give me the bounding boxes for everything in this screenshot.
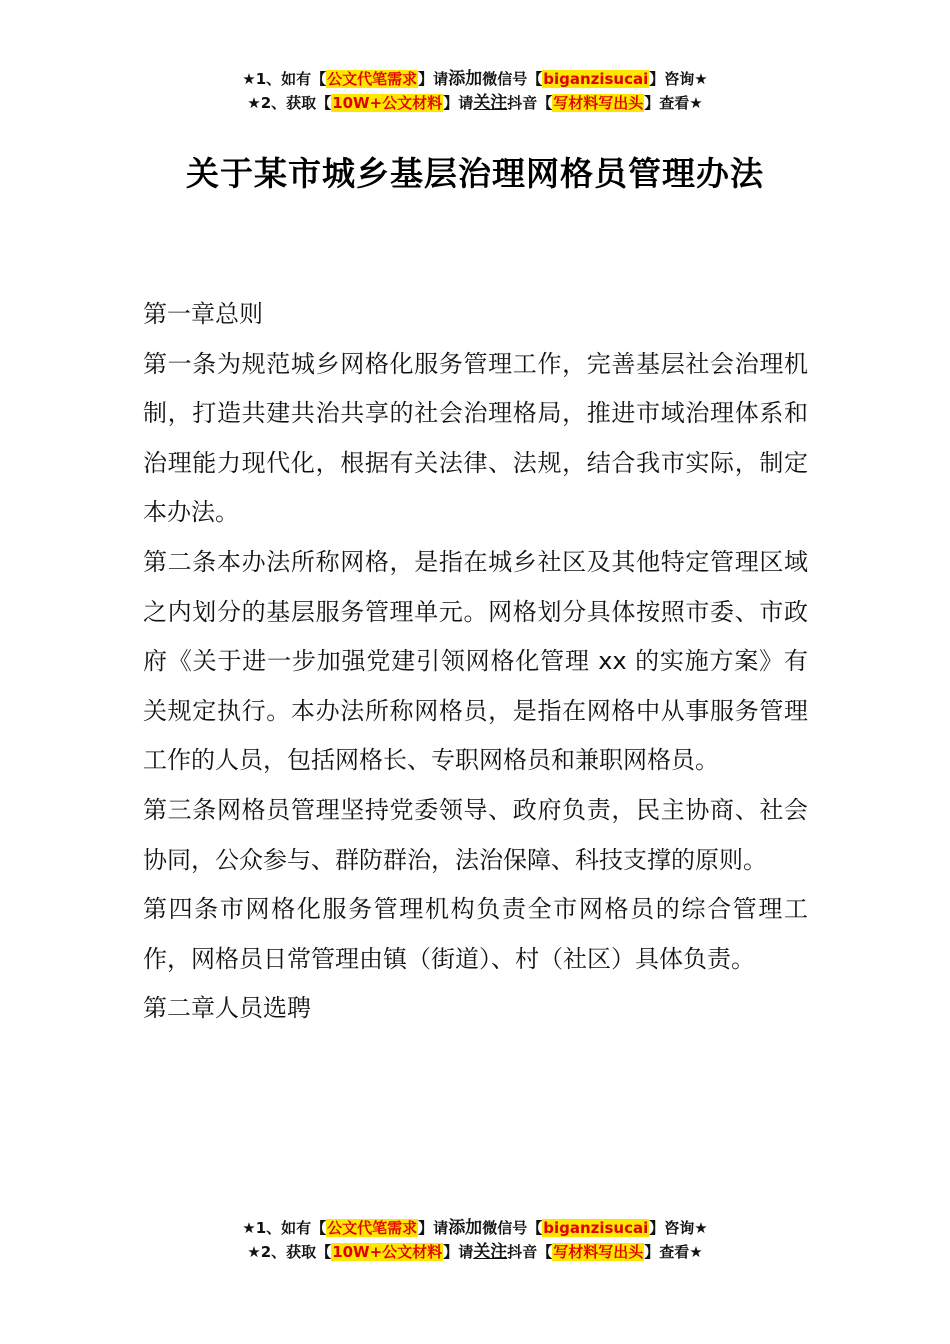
promo-text: 抖音【 xyxy=(507,1243,553,1261)
promo-text: 微信号【 xyxy=(482,1219,543,1237)
highlight-wechat-id: biganzisucai xyxy=(543,70,649,88)
promo-text: 】咨询★ xyxy=(649,70,708,88)
promo-emphasis: 添加 xyxy=(448,69,483,89)
promo-text: ★1、如有【 xyxy=(242,70,327,88)
promo-line-2 xyxy=(0,91,950,115)
promo-text: ★1、如有【 xyxy=(242,1219,327,1237)
promo-text: 微信号【 xyxy=(482,70,543,88)
document-body xyxy=(143,290,808,1034)
promo-text: ★2、获取【 xyxy=(247,1243,332,1261)
promo-text: 】咨询★ xyxy=(649,1219,708,1237)
highlight-materials: 10W+公文材料 xyxy=(332,1243,443,1261)
promo-text: 】查看★ xyxy=(644,94,703,112)
highlight-wechat-id: biganzisucai xyxy=(543,1219,649,1237)
chapter-heading: 第一章总则 xyxy=(143,300,263,328)
document-title: 关于某市城乡基层治理网格员管理办法 xyxy=(186,154,764,193)
promo-text: 】请 xyxy=(418,70,449,88)
chapter-heading: 第二章人员选聘 xyxy=(143,994,311,1023)
promo-text: 抖音【 xyxy=(507,94,553,112)
article-paragraph: 第三条网格员管理坚持党委领导、政府负责，民主协商、社会协同，公众参与、群防群治，法治保障、科技支撑的原则。 xyxy=(143,795,808,874)
highlight-service: 公文代笔需求 xyxy=(327,1219,418,1237)
highlight-materials: 10W+公文材料 xyxy=(332,94,443,112)
promo-text: ★2、获取【 xyxy=(247,94,332,112)
promo-line-1 xyxy=(0,67,950,91)
promo-line-1 xyxy=(0,1216,950,1240)
promo-text: 】请 xyxy=(443,94,474,112)
highlight-douyin-account: 写材料写出头 xyxy=(553,94,644,112)
article-paragraph: 第四条市网格化服务管理机构负责全市网格员的综合管理工作，网格员日常管理由镇（街道）、村（社区）具体负责。 xyxy=(143,895,808,973)
highlight-service: 公文代笔需求 xyxy=(327,70,418,88)
promo-text: 】请 xyxy=(418,1219,449,1237)
promo-banner-top xyxy=(0,67,950,115)
promo-emphasis: 关注 xyxy=(473,93,508,113)
promo-text: 】查看★ xyxy=(644,1243,703,1261)
promo-banner-bottom xyxy=(0,1216,950,1264)
article-paragraph: 第二条本办法所称网格，是指在城乡社区及其他特定管理区域之内划分的基层服务管理单元。网格划分具体按照市委、市政府《关于进一步加强党建引领网格化管理 xx 的实施方案》有关规定执行。本办法所称网格员，是指在网格中从事服务管理工作的人员，包括网格长、专职网格员和兼职网格员。 xyxy=(143,547,808,775)
promo-line-2 xyxy=(0,1240,950,1264)
promo-text: 】请 xyxy=(443,1243,474,1261)
article-paragraph: 第一条为规范城乡网格化服务管理工作，完善基层社会治理机制，打造共建共治共享的社会治理格局，推进市域治理体系和治理能力现代化，根据有关法律、法规，结合我市实际，制定本办法。 xyxy=(143,349,808,527)
promo-emphasis: 添加 xyxy=(448,1218,483,1238)
highlight-douyin-account: 写材料写出头 xyxy=(553,1243,644,1261)
promo-emphasis: 关注 xyxy=(473,1242,508,1262)
